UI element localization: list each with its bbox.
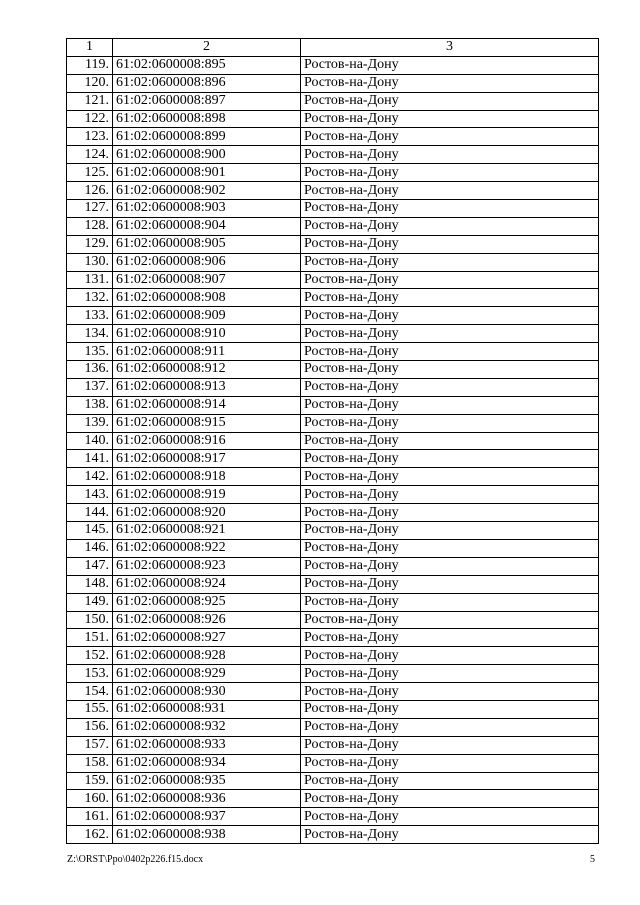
column-header-cadastral-number: 2 <box>113 39 301 57</box>
location-cell: Ростов-на-Дону <box>301 110 599 128</box>
location-cell: Ростов-на-Дону <box>301 200 599 218</box>
location-cell: Ростов-на-Дону <box>301 289 599 307</box>
location-cell: Ростов-на-Дону <box>301 593 599 611</box>
table-row <box>67 808 599 826</box>
cadastral-number-cell: 61:02:0600008:900 <box>113 146 301 164</box>
cadastral-number-cell: 61:02:0600008:926 <box>113 611 301 629</box>
table-row <box>67 164 599 182</box>
location-cell: Ростов-на-Дону <box>301 808 599 826</box>
cadastral-number-cell: 61:02:0600008:904 <box>113 217 301 235</box>
cadastral-number-cell: 61:02:0600008:935 <box>113 772 301 790</box>
row-number-cell: 130. <box>67 253 113 271</box>
location-cell: Ростов-на-Дону <box>301 235 599 253</box>
table-row <box>67 74 599 92</box>
land-plots-table <box>66 38 599 844</box>
table-row <box>67 343 599 361</box>
cadastral-number-cell: 61:02:0600008:925 <box>113 593 301 611</box>
table-row <box>67 396 599 414</box>
table-row <box>67 557 599 575</box>
cadastral-number-cell: 61:02:0600008:931 <box>113 700 301 718</box>
cadastral-number-cell: 61:02:0600008:932 <box>113 718 301 736</box>
row-number-cell: 126. <box>67 182 113 200</box>
table-row <box>67 361 599 379</box>
location-cell: Ростов-на-Дону <box>301 146 599 164</box>
row-number-cell: 137. <box>67 378 113 396</box>
row-number-cell: 141. <box>67 450 113 468</box>
location-cell: Ростов-на-Дону <box>301 432 599 450</box>
location-cell: Ростов-на-Дону <box>301 611 599 629</box>
row-number-cell: 136. <box>67 361 113 379</box>
cadastral-number-cell: 61:02:0600008:919 <box>113 486 301 504</box>
row-number-cell: 151. <box>67 629 113 647</box>
location-cell: Ростов-на-Дону <box>301 486 599 504</box>
row-number-cell: 123. <box>67 128 113 146</box>
table-row <box>67 414 599 432</box>
footer-page-number: 5 <box>590 854 595 865</box>
table-row <box>67 307 599 325</box>
table-row <box>67 486 599 504</box>
location-cell: Ростов-на-Дону <box>301 629 599 647</box>
row-number-cell: 155. <box>67 700 113 718</box>
row-number-cell: 135. <box>67 343 113 361</box>
table-row <box>67 325 599 343</box>
location-cell: Ростов-на-Дону <box>301 307 599 325</box>
row-number-cell: 128. <box>67 217 113 235</box>
location-cell: Ростов-на-Дону <box>301 56 599 74</box>
cadastral-number-cell: 61:02:0600008:912 <box>113 361 301 379</box>
table-row <box>67 790 599 808</box>
location-cell: Ростов-на-Дону <box>301 92 599 110</box>
table-row <box>67 432 599 450</box>
cadastral-number-cell: 61:02:0600008:901 <box>113 164 301 182</box>
cadastral-number-cell: 61:02:0600008:910 <box>113 325 301 343</box>
location-cell: Ростов-на-Дону <box>301 182 599 200</box>
table-row <box>67 56 599 74</box>
row-number-cell: 145. <box>67 522 113 540</box>
cadastral-number-cell: 61:02:0600008:909 <box>113 307 301 325</box>
table-body <box>67 56 599 843</box>
row-number-cell: 146. <box>67 539 113 557</box>
location-cell: Ростов-на-Дону <box>301 754 599 772</box>
row-number-cell: 160. <box>67 790 113 808</box>
table-row <box>67 200 599 218</box>
table-row <box>67 683 599 701</box>
row-number-cell: 140. <box>67 432 113 450</box>
table-row <box>67 611 599 629</box>
row-number-cell: 143. <box>67 486 113 504</box>
location-cell: Ростов-на-Дону <box>301 736 599 754</box>
table-row <box>67 736 599 754</box>
location-cell: Ростов-на-Дону <box>301 575 599 593</box>
location-cell: Ростов-на-Дону <box>301 522 599 540</box>
row-number-cell: 127. <box>67 200 113 218</box>
cadastral-number-cell: 61:02:0600008:895 <box>113 56 301 74</box>
cadastral-number-cell: 61:02:0600008:898 <box>113 110 301 128</box>
cadastral-number-cell: 61:02:0600008:896 <box>113 74 301 92</box>
row-number-cell: 132. <box>67 289 113 307</box>
row-number-cell: 150. <box>67 611 113 629</box>
cadastral-number-cell: 61:02:0600008:934 <box>113 754 301 772</box>
location-cell: Ростов-на-Дону <box>301 378 599 396</box>
location-cell: Ростов-на-Дону <box>301 271 599 289</box>
row-number-cell: 131. <box>67 271 113 289</box>
table-row <box>67 754 599 772</box>
row-number-cell: 159. <box>67 772 113 790</box>
cadastral-number-cell: 61:02:0600008:917 <box>113 450 301 468</box>
location-cell: Ростов-на-Дону <box>301 414 599 432</box>
row-number-cell: 147. <box>67 557 113 575</box>
row-number-cell: 158. <box>67 754 113 772</box>
table-row <box>67 468 599 486</box>
location-cell: Ростов-на-Дону <box>301 647 599 665</box>
location-cell: Ростов-на-Дону <box>301 164 599 182</box>
table-row <box>67 182 599 200</box>
row-number-cell: 134. <box>67 325 113 343</box>
cadastral-number-cell: 61:02:0600008:914 <box>113 396 301 414</box>
table-row <box>67 575 599 593</box>
footer-file-path: Z:\ORST\Ppo\0402p226.f15.docx <box>67 854 204 865</box>
cadastral-number-cell: 61:02:0600008:913 <box>113 378 301 396</box>
table-row <box>67 539 599 557</box>
location-cell: Ростов-на-Дону <box>301 325 599 343</box>
location-cell: Ростов-на-Дону <box>301 361 599 379</box>
cadastral-number-cell: 61:02:0600008:937 <box>113 808 301 826</box>
location-cell: Ростов-на-Дону <box>301 253 599 271</box>
location-cell: Ростов-на-Дону <box>301 557 599 575</box>
table-row <box>67 110 599 128</box>
cadastral-number-cell: 61:02:0600008:924 <box>113 575 301 593</box>
location-cell: Ростов-на-Дону <box>301 683 599 701</box>
cadastral-number-cell: 61:02:0600008:911 <box>113 343 301 361</box>
location-cell: Ростов-на-Дону <box>301 343 599 361</box>
cadastral-number-cell: 61:02:0600008:903 <box>113 200 301 218</box>
row-number-cell: 133. <box>67 307 113 325</box>
cadastral-number-cell: 61:02:0600008:933 <box>113 736 301 754</box>
table-row <box>67 450 599 468</box>
row-number-cell: 156. <box>67 718 113 736</box>
table-row <box>67 647 599 665</box>
table-row <box>67 217 599 235</box>
cadastral-number-cell: 61:02:0600008:923 <box>113 557 301 575</box>
table-row <box>67 772 599 790</box>
row-number-cell: 139. <box>67 414 113 432</box>
row-number-cell: 154. <box>67 683 113 701</box>
row-number-cell: 157. <box>67 736 113 754</box>
cadastral-number-cell: 61:02:0600008:929 <box>113 665 301 683</box>
table-row <box>67 289 599 307</box>
cadastral-number-cell: 61:02:0600008:921 <box>113 522 301 540</box>
cadastral-number-cell: 61:02:0600008:936 <box>113 790 301 808</box>
location-cell: Ростов-на-Дону <box>301 772 599 790</box>
column-header-number: 1 <box>67 39 113 57</box>
cadastral-number-cell: 61:02:0600008:930 <box>113 683 301 701</box>
row-number-cell: 153. <box>67 665 113 683</box>
cadastral-number-cell: 61:02:0600008:897 <box>113 92 301 110</box>
cadastral-number-cell: 61:02:0600008:899 <box>113 128 301 146</box>
cadastral-number-cell: 61:02:0600008:915 <box>113 414 301 432</box>
location-cell: Ростов-на-Дону <box>301 700 599 718</box>
cadastral-number-cell: 61:02:0600008:905 <box>113 235 301 253</box>
location-cell: Ростов-на-Дону <box>301 539 599 557</box>
row-number-cell: 125. <box>67 164 113 182</box>
cadastral-number-cell: 61:02:0600008:922 <box>113 539 301 557</box>
row-number-cell: 144. <box>67 504 113 522</box>
table-row <box>67 128 599 146</box>
location-cell: Ростов-на-Дону <box>301 504 599 522</box>
row-number-cell: 142. <box>67 468 113 486</box>
row-number-cell: 162. <box>67 826 113 844</box>
location-cell: Ростов-на-Дону <box>301 450 599 468</box>
cadastral-number-cell: 61:02:0600008:920 <box>113 504 301 522</box>
table-row <box>67 253 599 271</box>
location-cell: Ростов-на-Дону <box>301 396 599 414</box>
cadastral-number-cell: 61:02:0600008:916 <box>113 432 301 450</box>
row-number-cell: 120. <box>67 74 113 92</box>
table-row <box>67 235 599 253</box>
cadastral-number-cell: 61:02:0600008:918 <box>113 468 301 486</box>
table-row <box>67 378 599 396</box>
row-number-cell: 149. <box>67 593 113 611</box>
table-row <box>67 826 599 844</box>
location-cell: Ростов-на-Дону <box>301 826 599 844</box>
location-cell: Ростов-на-Дону <box>301 718 599 736</box>
location-cell: Ростов-на-Дону <box>301 665 599 683</box>
row-number-cell: 148. <box>67 575 113 593</box>
row-number-cell: 121. <box>67 92 113 110</box>
table-row <box>67 629 599 647</box>
cadastral-number-cell: 61:02:0600008:908 <box>113 289 301 307</box>
table-row <box>67 718 599 736</box>
row-number-cell: 138. <box>67 396 113 414</box>
cadastral-number-cell: 61:02:0600008:906 <box>113 253 301 271</box>
table-row <box>67 146 599 164</box>
row-number-cell: 152. <box>67 647 113 665</box>
cadastral-number-cell: 61:02:0600008:902 <box>113 182 301 200</box>
table-row <box>67 92 599 110</box>
location-cell: Ростов-на-Дону <box>301 217 599 235</box>
table-row <box>67 665 599 683</box>
table-row <box>67 700 599 718</box>
row-number-cell: 161. <box>67 808 113 826</box>
cadastral-number-cell: 61:02:0600008:928 <box>113 647 301 665</box>
row-number-cell: 129. <box>67 235 113 253</box>
cadastral-number-cell: 61:02:0600008:938 <box>113 826 301 844</box>
table-row <box>67 522 599 540</box>
row-number-cell: 122. <box>67 110 113 128</box>
row-number-cell: 119. <box>67 56 113 74</box>
cadastral-number-cell: 61:02:0600008:927 <box>113 629 301 647</box>
location-cell: Ростов-на-Дону <box>301 468 599 486</box>
column-header-location: 3 <box>301 39 599 57</box>
location-cell: Ростов-на-Дону <box>301 790 599 808</box>
table-row <box>67 271 599 289</box>
location-cell: Ростов-на-Дону <box>301 74 599 92</box>
row-number-cell: 124. <box>67 146 113 164</box>
table-header-row <box>67 39 599 57</box>
cadastral-number-cell: 61:02:0600008:907 <box>113 271 301 289</box>
location-cell: Ростов-на-Дону <box>301 128 599 146</box>
table-row <box>67 504 599 522</box>
table-row <box>67 593 599 611</box>
